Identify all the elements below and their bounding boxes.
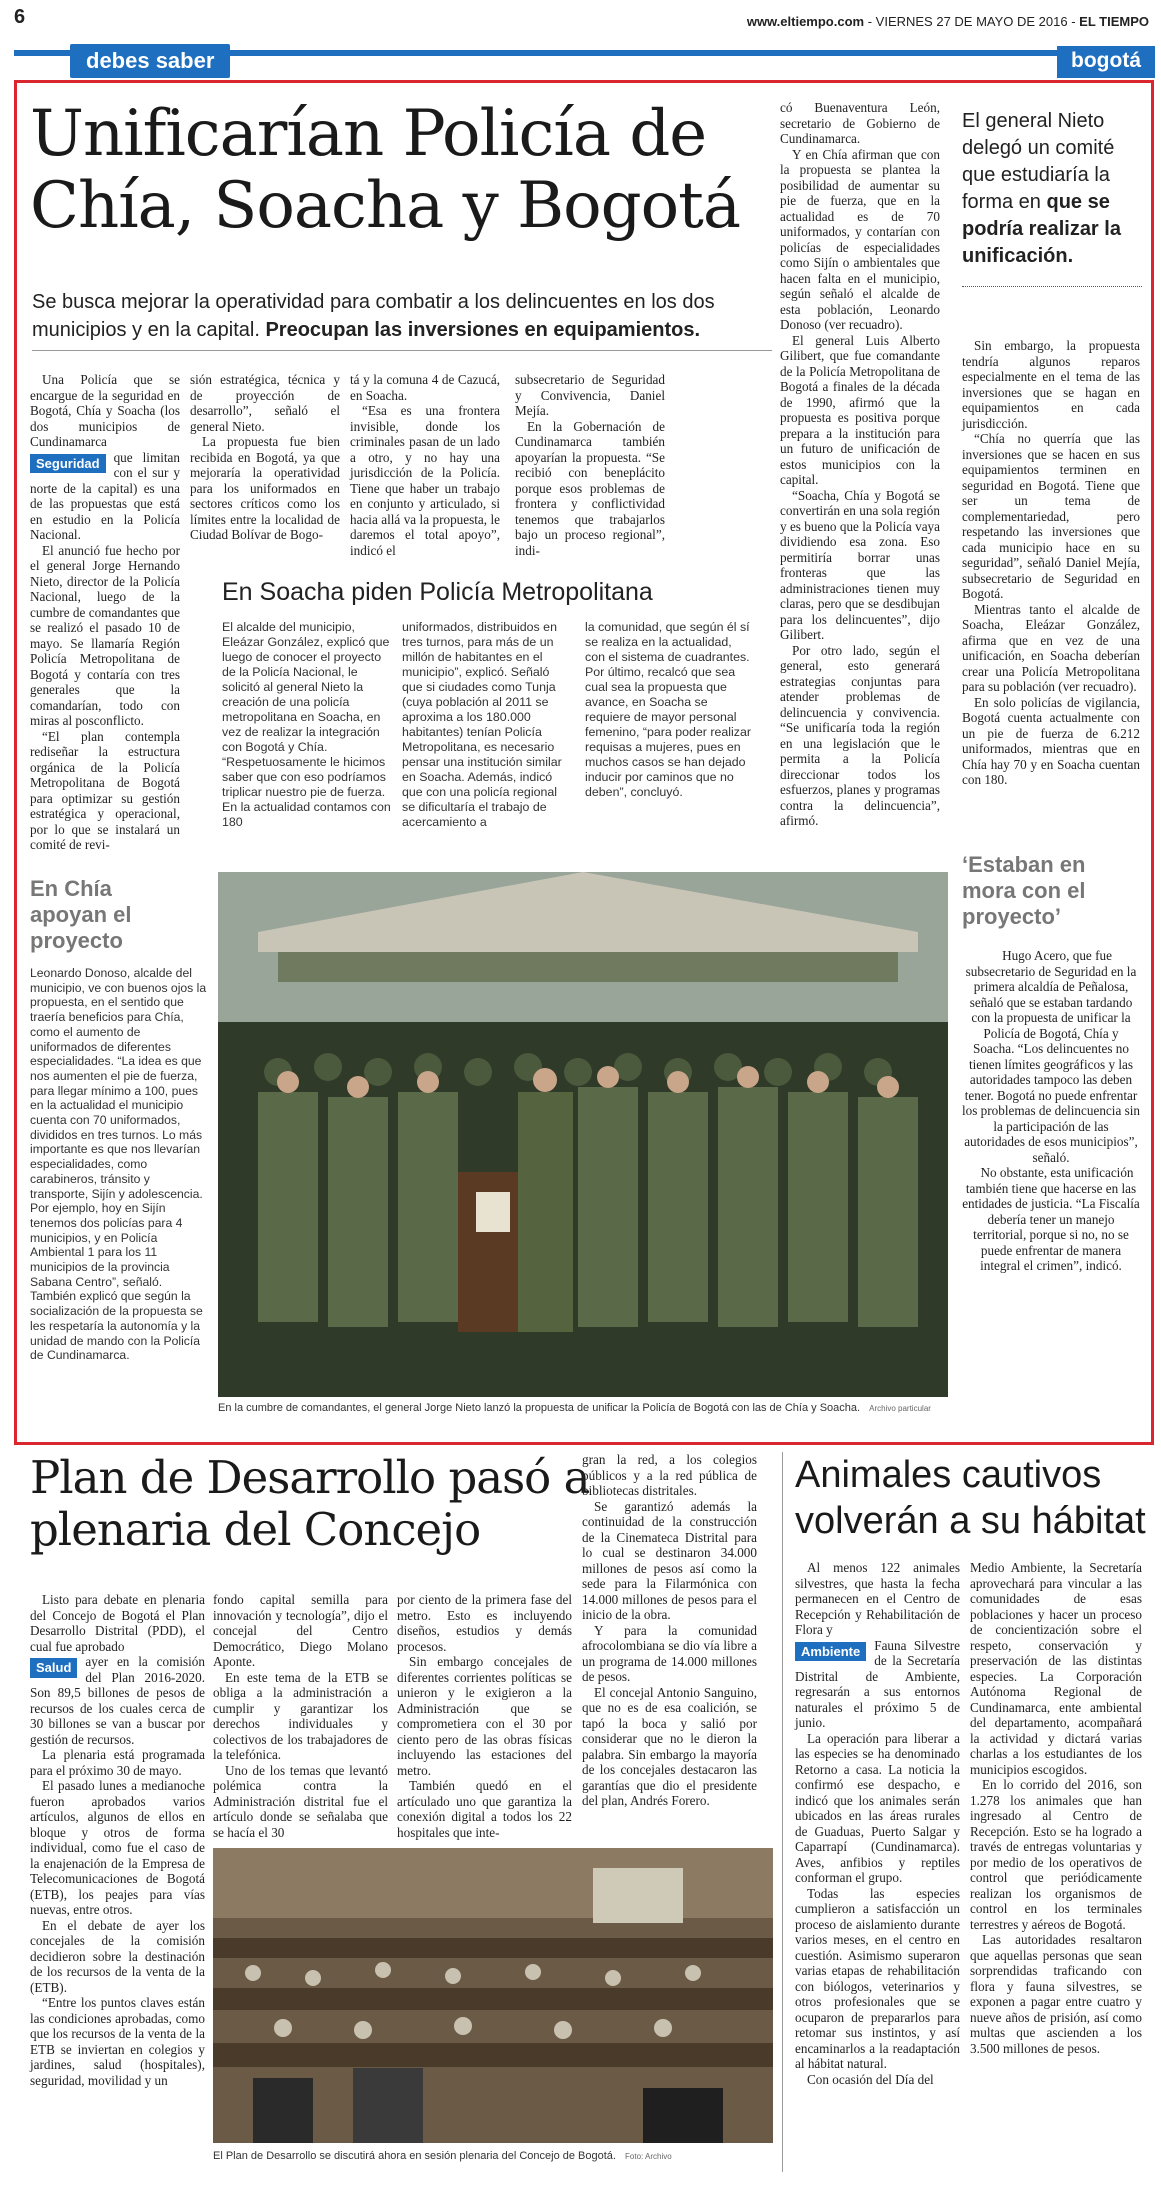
lead-paragraph: El anunció fue hecho por el general Jorge Hernando Nieto, director de la Policía Nacional, luego de la cumbre de comandantes que se realizó el pasado 10 de mayo. Se llamaría Región Policía Metropolitana de Bogotá y contaría con tres generales que la comandarían, todo con miras al posconflicto. <box>30 542 180 728</box>
plan-paragraph: El pasado lunes a medianoche fueron aprobados varios artículos, algunos de ellos en bloque y otros de forma individual, como fue el caso de la enajenación de la Empresa de Telecomunicaciones de Bogotá (ETB), los peajes para vías nuevas, entre otros. <box>30 1778 205 1917</box>
animales-paragraph: Medio Ambiente, la Secretaría aprovechará para vincular a las comunidades de esas poblaciones y hacer un proceso de concientización sobre el respeto, conservación y preservación de las distintas especies. La Corporación Autónoma Regional de Cundinamarca, ente ambiental del departamento, acompañará la actividad y dictará varias charlas a los estudiantes de los municipios escogidos. <box>970 1560 1142 1777</box>
lead-deck-bold: Preocupan las inversiones en equipamientos. <box>265 319 701 341</box>
section-left-label: debes saber <box>86 48 215 73</box>
plan-col-1 <box>30 1592 205 2088</box>
soacha-col-2: uniformados, distribuidos en tres turnos, para más de un millón de habitantes en el municipio”, explicó. Señaló que si ciudades como Tunja (cuya población al 2011 se aproxima a los 180.000 habitantes) tenían Policía Metropolitana, es necesario pensar una institución similar en Soacha. Además, indicó que con una policía regional se dificultaría el trabajo de acercamiento a <box>402 620 562 829</box>
lead-deck <box>32 288 772 351</box>
lead-paragraph: El general Luis Alberto Gilibert, que fue comandante de la Policía Metropolitana de Bogotá a finales de la década de 1990, afirmó que la propuesta es positiva porque prepara a la institución para un futuro de unificación de estos municipios con la capital. <box>780 332 940 487</box>
lead-paragraph: “El plan contempla rediseñar la estructura orgánica de la Policía Metropolitana de Bogotá para optimizar su gestión estratégica y operacional, por lo que se instalará un comité de revi- <box>30 728 180 852</box>
site-url[interactable]: www.eltiempo.com <box>746 14 865 29</box>
plan-paragraph: La plenaria está programada para el próximo 30 de mayo. <box>30 1747 205 1778</box>
mora-box-title: ‘Estaban en mora con el proyecto’ <box>962 852 1086 929</box>
section-tag-right <box>1057 46 1155 78</box>
lead-col-2 <box>190 372 340 543</box>
animales-paragraph: Las autoridades resaltaron que aquellas personas que sean sorprendidas traficando con flora y fauna silvestres, se exponen a pagar entre cuatro y nueve años de prisión, así como multas que ascienden a los 3.500 millones de pesos. <box>970 1932 1142 2056</box>
paper-name: EL TIEMPO <box>1079 14 1149 29</box>
plan-paragraph: Listo para debate en plenaria del Concejo de Bogotá el Plan Desarrollo Distrital (PDD), el cual fue aprobado <box>30 1592 205 1654</box>
chia-box-title: En Chía apoyan el proyecto <box>30 876 132 953</box>
lead-pullquote <box>962 108 1142 287</box>
animales-col-1 <box>795 1560 960 2087</box>
plan-col-3 <box>397 1592 572 1840</box>
lead-headline: Unificarían Policía de Chía, Soacha y Bogotá <box>30 97 741 243</box>
council-session-photo <box>213 1848 773 2143</box>
pullquote-bold: que se podría realizar la unificación. <box>962 191 1121 267</box>
plan-paragraph: El concejal Antonio Sanguino, que no es de esa coalición, se tapó la boca y salió por considerar que no le dieron la palabra. Sin embargo la mayoría de los concejales destacaron las garantías que dio el presidente del plan, Andrés Forero. <box>582 1684 757 1808</box>
plan-tag: Salud <box>30 1658 77 1678</box>
lead-col-6 <box>962 338 1140 788</box>
plan-paragraph: gran la red, a los colegios públicos y a la red pública de bibliotecas distritales. <box>582 1452 757 1498</box>
plan-photo-caption <box>213 2150 773 2162</box>
lead-paragraph: “Soacha, Chía y Bogotá se convertirán en una sola región y es bueno que la Policía vaya dividiendo esa zona. Eso permitiría borrar unas fronteras que las administraciones tienen muy claras, pero que se desdibujan para los delincuentes”, dijo Gilibert. <box>780 487 940 642</box>
lead-paragraph: có Buenaventura León, secretario de Gobierno de Cundinamarca. <box>780 100 940 146</box>
plan-paragraph: Se garantizó además la continuidad de la construcción de la Cinemateca Distrital para lo cual se destinaron 34.000 millones de pesos así como la sede para la Filarmónica con 14.000 millones de pesos para el inicio de la obra. <box>582 1498 757 1622</box>
animales-paragraph: La operación para liberar a las especies se ha denominado Retorno a casa. La noticia la confirmó ese despacho, e indicó que los animales serán ubicados en las áreas rurales de Guaduas, Puerto Salgar y Caparrapí (Cundinamarca). Aves, anfibios y reptiles conforman el grupo. <box>795 1730 960 1885</box>
plan-paragraph: fondo capital semilla para innovación y tecnología”, dijo el concejal del Centro Democrático, Diego Molano Aponte. <box>213 1592 388 1669</box>
lead-caption-credit: Archivo particular <box>869 1404 931 1413</box>
plan-paragraph: por ciento de la primera fase del metro. Esto es incluyendo diseños, estudios y demás procesos. <box>397 1592 572 1654</box>
plan-paragraph: También quedó en el artículado uno que garantiza la conexión digital a todos los 22 hospitales que inte- <box>397 1778 572 1840</box>
mora-paragraph: No obstante, esta unificación también tiene que hacerse en las entidades de justicia. “La Fiscalía debería tener un manejo territorial, porque si no, no se puede enfrentar de manera integral el crimen”, indicó. <box>962 1165 1140 1273</box>
lead-paragraph: que limitan con el sur y norte de la capital) es una de las propuestas que está en estudio en la Policía Nacional. <box>30 449 180 542</box>
lead-paragraph: sión estratégica, técnica y de proyección de desarrollo”, señaló el general Nieto. <box>190 372 340 434</box>
plan-paragraph: En este tema de la ETB se obliga a la administración a cumplir y garantizar los derechos individuales y colectivos de los trabajadores de la telefónica. <box>213 1669 388 1762</box>
plan-paragraph: En el debate de ayer los concejales de la comisión decidieron sobre la destinación de los recursos de la venta de la (ETB). <box>30 1917 205 1995</box>
lead-caption-text: En la cumbre de comandantes, el general Jorge Nieto lanzó la propuesta de unificar la Policía de Bogotá con las de Chía y Soacha. <box>218 1402 861 1414</box>
section-tag-left <box>70 44 230 78</box>
animales-paragraph: Fauna Silvestre de la Secretaría Distrital de Ambiente, regresarán a sus entornos naturales el próximo 5 de junio. <box>795 1637 960 1730</box>
plan-photo <box>213 1848 773 2143</box>
section-right-label: bogotá <box>1071 49 1141 72</box>
lead-col-4 <box>515 372 665 558</box>
lead-paragraph: Mientras tanto el alcalde de Soacha, Eleázar González, afirma que en vez de una unificación, en Soacha deberían crear una Policía Metropolitana para su población (ver recuadro). <box>962 601 1140 694</box>
lead-col-5 <box>780 100 940 829</box>
animales-paragraph: Al menos 122 animales silvestres, que hasta la fecha permanecen en el Centro de Recepción y Rehabilitación de Flora y <box>795 1560 960 1637</box>
plan-paragraph: “Entre los puntos claves están las condiciones aprobadas, como que los recursos de la venta de la ETB se inviertan en colegios y jardines, salud (hospitales), seguridad, movilidad y un <box>30 1995 205 2088</box>
lead-paragraph: subsecretario de Seguridad y Convivencia, Daniel Mejía. <box>515 372 665 418</box>
animales-rule <box>782 1452 783 2172</box>
issue-date: VIERNES 27 DE MAYO DE 2016 <box>875 14 1068 29</box>
plan-caption-text: El Plan de Desarrollo se discutirá ahora en sesión plenaria del Concejo de Bogotá. <box>213 2150 616 2162</box>
animales-col-2 <box>970 1560 1142 2056</box>
animales-paragraph: Con ocasión del Día del <box>807 2071 934 2087</box>
plan-headline: Plan de Desarrollo pasó a plenaria del Concejo <box>30 1451 590 1556</box>
plan-col-4 <box>582 1452 757 1809</box>
soacha-box-title: En Soacha piden Policía Metropolitana <box>222 578 653 606</box>
plan-col-2 <box>213 1592 388 1840</box>
lead-paragraph: Y en Chía afirman que con la propuesta se plantea la posibilidad de aumentar su pie de fuerza, que en la actualidad es de 70 uniformados, y contarían con policías de especialidades como Sijín o ambientales que hacen falta en el municipio, según señaló el alcalde de esta población, Leonardo Donoso (ver recuadro). <box>780 146 940 332</box>
lead-paragraph: “Esa es una frontera invisible, donde los criminales pasan de un lado a otro, y no hay una jurisdicción de la Policía. Tiene que haber un trabajo en conjunto y articulado, si hacia allá va la propuesta, le daremos el total apoyo”, indicó el <box>350 403 500 558</box>
lead-paragraph: Por otro lado, según el general, esto generará estrategias conjuntas para atender problemas de delincuencia y convivencia. “Se unificaría toda la región en una legislación que le permita a la Policía direccionar todos los esfuerzos, planes y programas contra la delincuencia”, afirmó. <box>780 642 940 828</box>
police-officers-photo <box>218 872 948 1397</box>
pullquote-normal: El general Nieto delegó un comité que estudiaría la forma en <box>962 110 1115 213</box>
header-meta: www.eltiempo.com - VIERNES 27 DE MAYO DE 2016 - EL TIEMPO <box>746 14 1149 29</box>
mora-box-text <box>962 948 1140 1274</box>
lead-paragraph: En la Gobernación de Cundinamarca también apoyarían la propuesta. “Se recibió con beneplácito porque esos problemas de frontera y conflictividad tenemos que trabajarlos bajo un proceso regional”, indi- <box>515 418 665 558</box>
lead-tag: Seguridad <box>30 454 106 474</box>
lead-photo <box>218 872 948 1397</box>
animales-headline: Animales cautivos volverán a su hábitat <box>795 1454 1146 1542</box>
lead-photo-caption <box>218 1402 948 1414</box>
lead-col-1 <box>30 372 180 853</box>
animales-tag: Ambiente <box>795 1642 866 1662</box>
plan-paragraph: Y para la comunidad afrocolombiana se dio vía libre a un programa de 14.000 millones de pesos. <box>582 1622 757 1684</box>
lead-paragraph: En solo policías de vigilancia, Bogotá cuenta actualmente con un pie de fuerza de 6.212 uniformados, mientras que en Chía hay 70 y en Soacha cuentan con 180. <box>962 694 1140 787</box>
lead-paragraph: La propuesta fue bien recibida en Bogotá, ya que mejoraría la operatividad para los uniformados en sectores críticos como los límites entre la localidad de Ciudad Bolívar de Bogo- <box>190 434 340 542</box>
plan-paragraph: Sin embargo concejales de diferentes corrientes políticas se unieron y le exigieron a la Administración que se comprometiera con el 30 por ciento pero de las obras físicas incluyendo las estaciones del metro. <box>397 1654 572 1778</box>
lead-paragraph: tá y la comuna 4 de Cazucá, en Soacha. <box>350 372 500 403</box>
animales-paragraph: En lo corrido del 2016, son 1.278 los animales que han ingresado al Centro de Recepción. Esto se ha logrado a través de entregas voluntarias y por medio de los operativos de control que periódicamente realizan los organismos de control en los terminales terrestres y aéreos de Bogotá. <box>970 1777 1142 1932</box>
lead-deck-normal: Se busca mejorar la operatividad para combatir a los delincuentes en los dos municipios y en la capital. <box>32 291 715 341</box>
soacha-col-3: la comunidad, que según él sí se realiza en la actualidad, con el sistema de cuadrantes. Por último, recalcó que sea cual sea la propuesta que avance, en Soacha se requiere de mayor personal femenino, “para poder realizar requisas a mujeres, pues en muchos casos se han dejado inducir por caminos que no deben”, concluyó. <box>585 620 751 799</box>
soacha-col-1: El alcalde del municipio, Eleázar González, explicó que luego de conocer el proyecto de la Policía Nacional, le solicitó al general Nieto la creación de una policía metropolitana en Soacha, en vez de realizar la integración con Bogotá y Chía. “Respetuosamente le hicimos saber que con eso podríamos triplicar nuestro pie de fuerza. En la actualidad contamos con 180 <box>222 620 391 829</box>
animales-paragraph: Todas las especies cumplieron a satisfacción un proceso de aislamiento durante varios meses, en el centro en cuestión. Asimismo superaron varias etapas de rehabilitación con biólogos, veterinarios y otros profesionales que se ocuparon de prepararlos para retomar sus instintos, y así encaminarlos a la readaptación al hábitat natural. <box>795 1885 960 2071</box>
plan-caption-credit: Foto: Archivo <box>625 2152 672 2161</box>
plan-paragraph: Uno de los temas que levantó polémica contra la Administración distrital fue el artículo donde se señalaba que se hacía el 30 <box>213 1762 388 1840</box>
plan-paragraph: ayer en la comisión del Plan 2016-2020. Son 89,5 billones de pesos de recursos de los cuales cerca de 30 billones se van a buscar por gestión de recursos. <box>30 1654 205 1747</box>
chia-box-text: Leonardo Donoso, alcalde del municipio, ve con buenos ojos la propuesta, en el sentido que traería beneficios para Chía, como el aumento de uniformados de diferentes especialidades. “La idea es que nos aumenten el pie de fuerza, para llegar mínimo a 100, pues en la actualidad el municipio cuenta con 70 uniformados, divididos en tres turnos. Lo más importante es que nos llevarían especialidades, como carabineros, tránsito y transporte, Sijín y adolescencia. Por ejemplo, hoy en Sijín tenemos dos policías para 4 municipios, y en Policía Ambiental 1 para los 11 municipios de la provincia Sabana Centro”, señaló. También explicó que según la socialización de la propuesta se les respetaría la autonomía y la unidad de mando con la Policía de Cundinamarca. <box>30 966 207 1363</box>
lead-paragraph: “Chía no querría que las inversiones que se hacen en sus equipamientos terminen en seguridad en Bogotá. Tiene que ser un tema de complementariedad, pero respetando las inversiones que cada municipio hace en su seguridad”, señaló Daniel Mejía, subsecretario de Seguridad en Bogotá. <box>962 431 1140 601</box>
lead-paragraph: Sin embargo, la propuesta tendría algunos reparos especialmente en el tema de las inversiones que se hagan en equipamientos en cada jurisdicción. <box>962 338 1140 431</box>
mora-paragraph: Hugo Acero, que fue subsecretario de Seguridad en la primera alcaldía de Peñalosa, señaló que se estaban tardando con la propuesta de unificar la Policía de Bogotá, Chía y Soacha. “Los delincuentes no tienen límites geográficos y las autoridades tampoco las deben tener. Bogotá no puede enfrentar los problemas de delincuencia sin la participación de las autoridades de esos municipios”, señaló. <box>962 948 1140 1165</box>
page-number: 6 <box>14 6 26 28</box>
lead-paragraph: Una Policía que se encargue de la seguridad en Bogotá, Chía y Soacha (los dos municipios de Cundinamarca <box>30 372 180 449</box>
lead-col-3 <box>350 372 500 558</box>
